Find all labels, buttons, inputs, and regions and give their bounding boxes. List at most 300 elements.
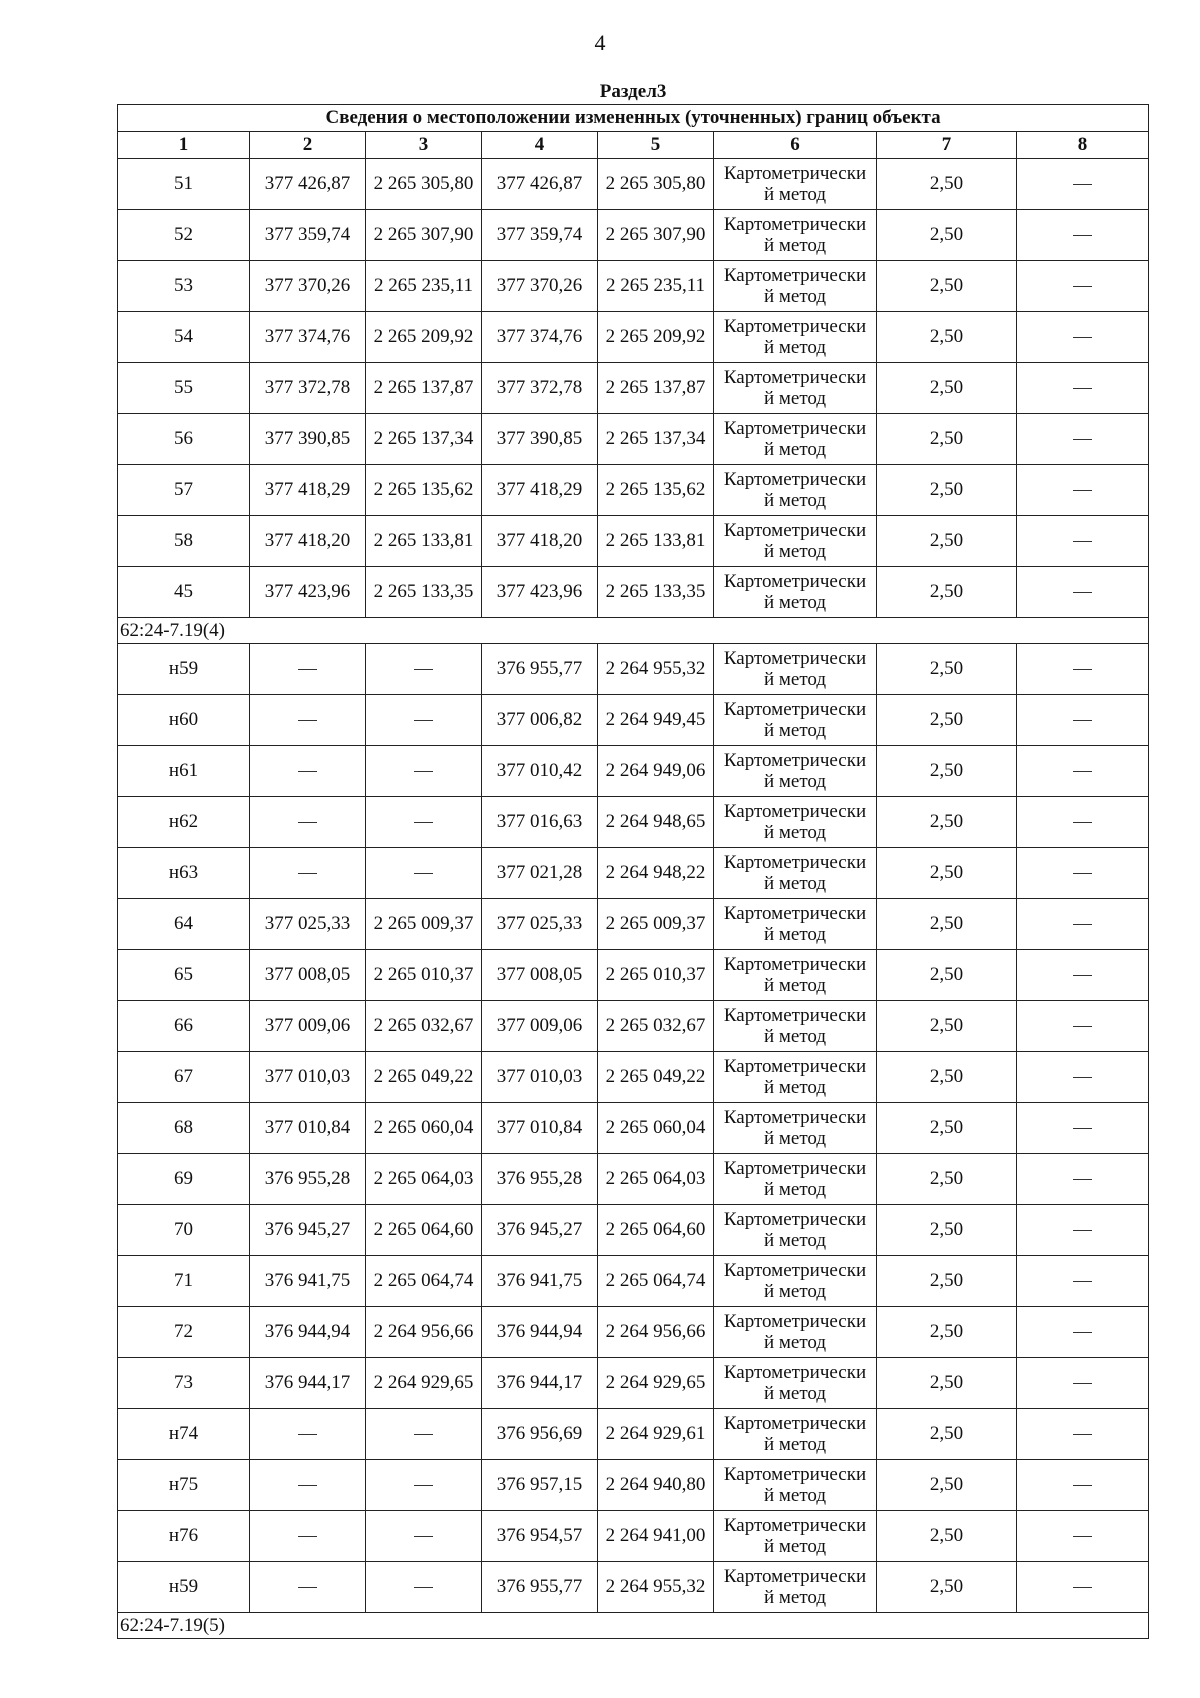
old-y-cell: 2 265 209,92: [366, 312, 482, 363]
new-y-cell: 2 264 941,00: [598, 1511, 714, 1562]
method-cell: [714, 1358, 877, 1409]
method-line: й метод: [763, 1434, 827, 1455]
empty-dash-icon: [414, 771, 433, 772]
method-line: й метод: [763, 1383, 827, 1404]
empty-dash-icon: [1073, 1332, 1092, 1333]
table-row: [118, 1358, 1149, 1409]
old-y-cell: 2 265 064,74: [366, 1256, 482, 1307]
description-cell: [1017, 1460, 1149, 1511]
method-cell: [714, 261, 877, 312]
description-cell: [1017, 363, 1149, 414]
method-line: й метод: [763, 1536, 827, 1557]
new-x-cell: 377 359,74: [482, 210, 598, 261]
old-y-cell: 2 265 010,37: [366, 950, 482, 1001]
point-id-cell: 65: [118, 950, 250, 1001]
old-x-cell: 377 374,76: [250, 312, 366, 363]
description-cell: [1017, 1103, 1149, 1154]
old-x-cell: [250, 1511, 366, 1562]
table-row: [118, 950, 1149, 1001]
old-x-cell: [250, 695, 366, 746]
description-cell: [1017, 1256, 1149, 1307]
method-line: Картометрически: [723, 750, 867, 771]
table-row: [118, 848, 1149, 899]
old-y-cell: 2 265 049,22: [366, 1052, 482, 1103]
old-y-cell: 2 264 929,65: [366, 1358, 482, 1409]
precision-cell: 2,50: [877, 899, 1017, 950]
empty-dash-icon: [1073, 1536, 1092, 1537]
new-x-cell: 377 390,85: [482, 414, 598, 465]
new-y-cell: 2 265 135,62: [598, 465, 714, 516]
old-x-cell: 376 944,17: [250, 1358, 366, 1409]
precision-cell: 2,50: [877, 746, 1017, 797]
precision-cell: 2,50: [877, 414, 1017, 465]
new-y-cell: 2 265 209,92: [598, 312, 714, 363]
point-id-cell: 71: [118, 1256, 250, 1307]
old-x-cell: [250, 644, 366, 695]
method-cell: [714, 1307, 877, 1358]
method-cell: [714, 797, 877, 848]
table-row: [118, 465, 1149, 516]
description-cell: [1017, 746, 1149, 797]
new-x-cell: 377 006,82: [482, 695, 598, 746]
point-id-cell: 52: [118, 210, 250, 261]
description-cell: [1017, 516, 1149, 567]
old-y-cell: 2 265 235,11: [366, 261, 482, 312]
empty-dash-icon: [298, 873, 317, 874]
new-x-cell: 377 370,26: [482, 261, 598, 312]
old-y-cell: [366, 848, 482, 899]
method-line: й метод: [763, 541, 827, 562]
empty-dash-icon: [1073, 873, 1092, 874]
old-x-cell: 377 009,06: [250, 1001, 366, 1052]
method-line: Картометрически: [723, 316, 867, 337]
method-line: й метод: [763, 388, 827, 409]
method-line: Картометрически: [723, 954, 867, 975]
method-cell: [714, 465, 877, 516]
section-title: Раздел3: [599, 81, 667, 102]
table-row: [118, 1562, 1149, 1613]
method-cell: [714, 695, 877, 746]
method-line: й метод: [763, 1332, 827, 1353]
table-row: [118, 1103, 1149, 1154]
table-row: [118, 1307, 1149, 1358]
old-y-cell: 2 265 307,90: [366, 210, 482, 261]
new-x-cell: 376 941,75: [482, 1256, 598, 1307]
empty-dash-icon: [414, 1434, 433, 1435]
empty-dash-icon: [414, 1485, 433, 1486]
method-line: Картометрически: [723, 699, 867, 720]
method-line: й метод: [763, 1281, 827, 1302]
precision-cell: 2,50: [877, 1358, 1017, 1409]
description-cell: [1017, 1358, 1149, 1409]
description-cell: [1017, 899, 1149, 950]
method-cell: [714, 414, 877, 465]
empty-dash-icon: [1073, 1281, 1092, 1282]
method-line: Картометрически: [723, 1107, 867, 1128]
old-y-cell: 2 265 305,80: [366, 159, 482, 210]
new-y-cell: 2 264 948,65: [598, 797, 714, 848]
table-row: [118, 210, 1149, 261]
boundary-coordinates-table: [117, 80, 1149, 1639]
new-x-cell: 377 372,78: [482, 363, 598, 414]
empty-dash-icon: [414, 873, 433, 874]
method-cell: [714, 567, 877, 618]
old-x-cell: [250, 848, 366, 899]
empty-dash-icon: [298, 1485, 317, 1486]
method-cell: [714, 363, 877, 414]
description-cell: [1017, 159, 1149, 210]
old-x-cell: 377 372,78: [250, 363, 366, 414]
method-line: й метод: [763, 1077, 827, 1098]
method-line: Картометрически: [723, 469, 867, 490]
column-number-row: [118, 132, 1149, 159]
empty-dash-icon: [1073, 388, 1092, 389]
empty-dash-icon: [1073, 1179, 1092, 1180]
new-x-cell: 377 021,28: [482, 848, 598, 899]
table-row: [118, 414, 1149, 465]
new-y-cell: 2 265 032,67: [598, 1001, 714, 1052]
point-id-cell: н75: [118, 1460, 250, 1511]
method-line: Картометрически: [723, 1413, 867, 1434]
description-cell: [1017, 1307, 1149, 1358]
table-row: [118, 159, 1149, 210]
method-cell: [714, 848, 877, 899]
precision-cell: 2,50: [877, 159, 1017, 210]
new-x-cell: 377 374,76: [482, 312, 598, 363]
empty-dash-icon: [1073, 1434, 1092, 1435]
precision-cell: 2,50: [877, 567, 1017, 618]
method-cell: [714, 1256, 877, 1307]
table-row: [118, 746, 1149, 797]
precision-cell: 2,50: [877, 1409, 1017, 1460]
method-line: й метод: [763, 1026, 827, 1047]
table-row: [118, 797, 1149, 848]
empty-dash-icon: [414, 822, 433, 823]
method-cell: [714, 1154, 877, 1205]
point-id-cell: 68: [118, 1103, 250, 1154]
method-line: й метод: [763, 720, 827, 741]
point-id-cell: 64: [118, 899, 250, 950]
old-y-cell: 2 265 060,04: [366, 1103, 482, 1154]
point-id-cell: 67: [118, 1052, 250, 1103]
group-header-row: [118, 1613, 1149, 1639]
table-body: [118, 159, 1149, 1639]
old-y-cell: [366, 1409, 482, 1460]
group-label: 62:24-7.19(4): [118, 618, 1149, 644]
table-row: [118, 1052, 1149, 1103]
empty-dash-icon: [1073, 771, 1092, 772]
method-line: й метод: [763, 771, 827, 792]
precision-cell: 2,50: [877, 1205, 1017, 1256]
method-line: й метод: [763, 235, 827, 256]
empty-dash-icon: [414, 669, 433, 670]
point-id-cell: 57: [118, 465, 250, 516]
old-x-cell: [250, 1562, 366, 1613]
description-cell: [1017, 414, 1149, 465]
method-line: Картометрически: [723, 801, 867, 822]
method-line: й метод: [763, 490, 827, 511]
table-row: [118, 516, 1149, 567]
point-id-cell: 51: [118, 159, 250, 210]
empty-dash-icon: [1073, 669, 1092, 670]
old-x-cell: 377 010,84: [250, 1103, 366, 1154]
method-line: Картометрически: [723, 367, 867, 388]
method-line: Картометрически: [723, 1260, 867, 1281]
precision-cell: 2,50: [877, 848, 1017, 899]
new-x-cell: 377 418,20: [482, 516, 598, 567]
empty-dash-icon: [1073, 1485, 1092, 1486]
table-row: [118, 1409, 1149, 1460]
precision-cell: 2,50: [877, 1511, 1017, 1562]
precision-cell: 2,50: [877, 465, 1017, 516]
table-row: [118, 1511, 1149, 1562]
new-x-cell: 377 025,33: [482, 899, 598, 950]
new-x-cell: 376 954,57: [482, 1511, 598, 1562]
old-x-cell: [250, 746, 366, 797]
method-line: й метод: [763, 975, 827, 996]
new-x-cell: 376 956,69: [482, 1409, 598, 1460]
empty-dash-icon: [1073, 439, 1092, 440]
column-number: 4: [482, 132, 598, 159]
old-y-cell: [366, 1460, 482, 1511]
empty-dash-icon: [1073, 1026, 1092, 1027]
old-y-cell: [366, 695, 482, 746]
column-number: 1: [118, 132, 250, 159]
table-row: [118, 1460, 1149, 1511]
empty-dash-icon: [1073, 975, 1092, 976]
description-cell: [1017, 797, 1149, 848]
old-x-cell: 377 008,05: [250, 950, 366, 1001]
empty-dash-icon: [1073, 1128, 1092, 1129]
precision-cell: 2,50: [877, 1001, 1017, 1052]
empty-dash-icon: [414, 720, 433, 721]
table-row: [118, 1205, 1149, 1256]
new-y-cell: 2 264 955,32: [598, 644, 714, 695]
column-number: 6: [714, 132, 877, 159]
description-cell: [1017, 261, 1149, 312]
empty-dash-icon: [1073, 337, 1092, 338]
method-line: Картометрически: [723, 418, 867, 439]
empty-dash-icon: [298, 771, 317, 772]
description-cell: [1017, 1409, 1149, 1460]
old-x-cell: 377 418,29: [250, 465, 366, 516]
new-y-cell: 2 264 956,66: [598, 1307, 714, 1358]
old-x-cell: 377 390,85: [250, 414, 366, 465]
method-cell: [714, 1511, 877, 1562]
new-x-cell: 376 944,17: [482, 1358, 598, 1409]
old-x-cell: 376 941,75: [250, 1256, 366, 1307]
new-x-cell: 377 426,87: [482, 159, 598, 210]
method-line: й метод: [763, 669, 827, 690]
precision-cell: 2,50: [877, 1154, 1017, 1205]
page-number: 4: [594, 30, 606, 55]
method-cell: [714, 210, 877, 261]
new-y-cell: 2 265 133,81: [598, 516, 714, 567]
description-cell: [1017, 848, 1149, 899]
table-row: [118, 1154, 1149, 1205]
new-x-cell: 377 010,03: [482, 1052, 598, 1103]
old-y-cell: [366, 1511, 482, 1562]
new-y-cell: 2 265 060,04: [598, 1103, 714, 1154]
point-id-cell: н76: [118, 1511, 250, 1562]
column-number: 3: [366, 132, 482, 159]
old-y-cell: 2 265 133,81: [366, 516, 482, 567]
new-y-cell: 2 265 064,74: [598, 1256, 714, 1307]
method-cell: [714, 312, 877, 363]
empty-dash-icon: [1073, 822, 1092, 823]
table-row: [118, 899, 1149, 950]
description-cell: [1017, 312, 1149, 363]
method-line: Картометрически: [723, 571, 867, 592]
description-cell: [1017, 1562, 1149, 1613]
empty-dash-icon: [298, 669, 317, 670]
empty-dash-icon: [1073, 1587, 1092, 1588]
new-y-cell: 2 265 064,60: [598, 1205, 714, 1256]
empty-dash-icon: [1073, 1230, 1092, 1231]
description-cell: [1017, 1511, 1149, 1562]
new-x-cell: 377 418,29: [482, 465, 598, 516]
empty-dash-icon: [298, 1587, 317, 1588]
old-x-cell: 377 423,96: [250, 567, 366, 618]
table-row: [118, 261, 1149, 312]
new-y-cell: 2 265 133,35: [598, 567, 714, 618]
method-line: й метод: [763, 592, 827, 613]
new-y-cell: 2 265 305,80: [598, 159, 714, 210]
method-line: й метод: [763, 286, 827, 307]
group-label: 62:24-7.19(5): [118, 1613, 1149, 1639]
point-id-cell: н60: [118, 695, 250, 746]
empty-dash-icon: [1073, 1383, 1092, 1384]
new-x-cell: 377 008,05: [482, 950, 598, 1001]
new-y-cell: 2 264 929,65: [598, 1358, 714, 1409]
point-id-cell: 70: [118, 1205, 250, 1256]
old-y-cell: 2 265 064,60: [366, 1205, 482, 1256]
empty-dash-icon: [1073, 184, 1092, 185]
new-y-cell: 2 265 049,22: [598, 1052, 714, 1103]
empty-dash-icon: [298, 1536, 317, 1537]
old-x-cell: [250, 797, 366, 848]
method-line: й метод: [763, 1128, 827, 1149]
precision-cell: 2,50: [877, 1256, 1017, 1307]
new-y-cell: 2 265 010,37: [598, 950, 714, 1001]
new-y-cell: 2 265 009,37: [598, 899, 714, 950]
table-row: [118, 695, 1149, 746]
point-id-cell: 55: [118, 363, 250, 414]
table-row: [118, 644, 1149, 695]
new-x-cell: 376 955,77: [482, 644, 598, 695]
point-id-cell: 73: [118, 1358, 250, 1409]
new-x-cell: 376 955,77: [482, 1562, 598, 1613]
precision-cell: 2,50: [877, 261, 1017, 312]
method-line: Картометрически: [723, 214, 867, 235]
method-line: й метод: [763, 337, 827, 358]
method-cell: [714, 1562, 877, 1613]
precision-cell: 2,50: [877, 312, 1017, 363]
table-row: [118, 312, 1149, 363]
old-y-cell: 2 265 137,87: [366, 363, 482, 414]
point-id-cell: 72: [118, 1307, 250, 1358]
precision-cell: 2,50: [877, 1460, 1017, 1511]
point-id-cell: 45: [118, 567, 250, 618]
empty-dash-icon: [1073, 286, 1092, 287]
new-y-cell: 2 264 955,32: [598, 1562, 714, 1613]
old-y-cell: 2 265 137,34: [366, 414, 482, 465]
method-cell: [714, 1460, 877, 1511]
new-y-cell: 2 265 137,87: [598, 363, 714, 414]
empty-dash-icon: [1073, 1077, 1092, 1078]
method-line: й метод: [763, 184, 827, 205]
method-line: Картометрически: [723, 648, 867, 669]
new-x-cell: 376 944,94: [482, 1307, 598, 1358]
method-line: Картометрически: [723, 1464, 867, 1485]
empty-dash-icon: [298, 822, 317, 823]
method-line: й метод: [763, 1587, 827, 1608]
method-line: Картометрически: [723, 163, 867, 184]
method-line: й метод: [763, 439, 827, 460]
method-line: й метод: [763, 1179, 827, 1200]
old-x-cell: [250, 1409, 366, 1460]
old-x-cell: 377 359,74: [250, 210, 366, 261]
description-cell: [1017, 210, 1149, 261]
method-cell: [714, 1103, 877, 1154]
method-cell: [714, 644, 877, 695]
point-id-cell: н61: [118, 746, 250, 797]
table-row: [118, 1001, 1149, 1052]
old-y-cell: 2 265 135,62: [366, 465, 482, 516]
precision-cell: 2,50: [877, 950, 1017, 1001]
method-line: й метод: [763, 873, 827, 894]
new-y-cell: 2 265 235,11: [598, 261, 714, 312]
new-y-cell: 2 264 949,06: [598, 746, 714, 797]
method-line: Картометрически: [723, 520, 867, 541]
method-line: й метод: [763, 924, 827, 945]
new-x-cell: 376 945,27: [482, 1205, 598, 1256]
new-x-cell: 376 955,28: [482, 1154, 598, 1205]
method-line: Картометрически: [723, 852, 867, 873]
point-id-cell: 53: [118, 261, 250, 312]
method-cell: [714, 899, 877, 950]
method-line: й метод: [763, 822, 827, 843]
old-x-cell: 377 010,03: [250, 1052, 366, 1103]
old-x-cell: 377 370,26: [250, 261, 366, 312]
point-id-cell: 69: [118, 1154, 250, 1205]
method-cell: [714, 1205, 877, 1256]
method-cell: [714, 1052, 877, 1103]
point-id-cell: 66: [118, 1001, 250, 1052]
new-x-cell: 377 009,06: [482, 1001, 598, 1052]
column-number: 2: [250, 132, 366, 159]
old-y-cell: 2 265 064,03: [366, 1154, 482, 1205]
description-cell: [1017, 465, 1149, 516]
empty-dash-icon: [1073, 541, 1092, 542]
column-number: 8: [1017, 132, 1149, 159]
method-line: Картометрически: [723, 1005, 867, 1026]
precision-cell: 2,50: [877, 210, 1017, 261]
method-line: Картометрически: [723, 1566, 867, 1587]
new-x-cell: 376 957,15: [482, 1460, 598, 1511]
precision-cell: 2,50: [877, 797, 1017, 848]
empty-dash-icon: [414, 1536, 433, 1537]
column-number: 5: [598, 132, 714, 159]
method-line: Картометрически: [723, 1311, 867, 1332]
description-cell: [1017, 950, 1149, 1001]
description-cell: [1017, 567, 1149, 618]
method-cell: [714, 516, 877, 567]
precision-cell: 2,50: [877, 644, 1017, 695]
group-header-row: [118, 618, 1149, 644]
old-y-cell: [366, 644, 482, 695]
old-x-cell: [250, 1460, 366, 1511]
